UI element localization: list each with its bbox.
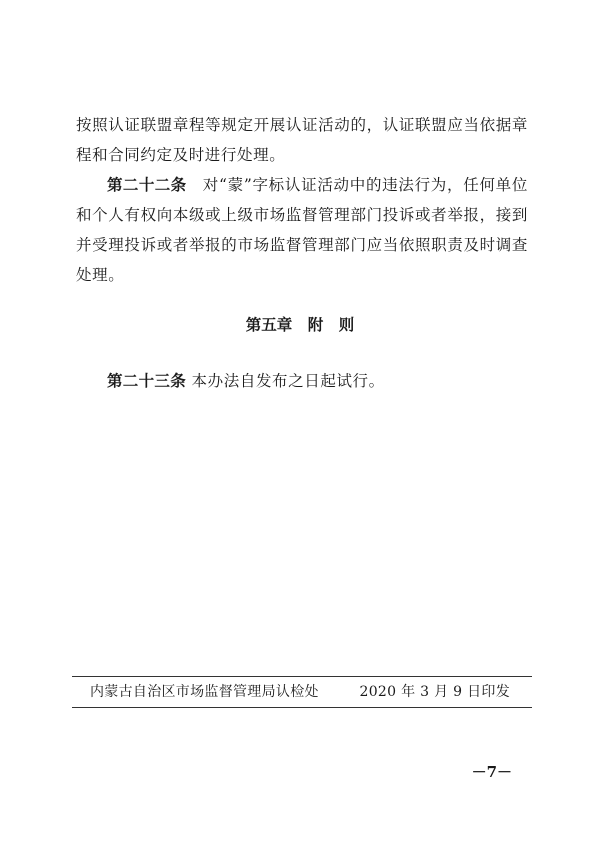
article-22-label: 第二十二条	[107, 176, 187, 194]
footer-issue-date: 2020 年 3 月 9 日印发	[359, 684, 510, 700]
article-23	[76, 366, 528, 396]
footer-top-rule	[72, 676, 532, 677]
footer-bottom-rule	[72, 707, 532, 708]
article-23-label: 第二十三条	[107, 372, 187, 390]
article-23-text: 本办法自发布之日起试行。	[186, 372, 385, 390]
chapter-heading: 第五章 附 则	[245, 316, 355, 334]
article-22	[76, 170, 528, 290]
article-22-text: 对“蒙”字标认证活动中的违法行为，任何单位和个人有权向本级或上级市场监督管理部门投诉或者举报，接到并受理投诉或者举报的市场监督管理部门应当依照职责及时调查处理。	[76, 176, 528, 284]
paragraph-continuation: 按照认证联盟章程等规定开展认证活动的，认证联盟应当依据章程和合同约定及时进行处理。	[76, 116, 528, 164]
page-number: －7－	[471, 763, 512, 781]
footer-issuer: 内蒙古自治区市场监督管理局认检处	[90, 684, 319, 700]
